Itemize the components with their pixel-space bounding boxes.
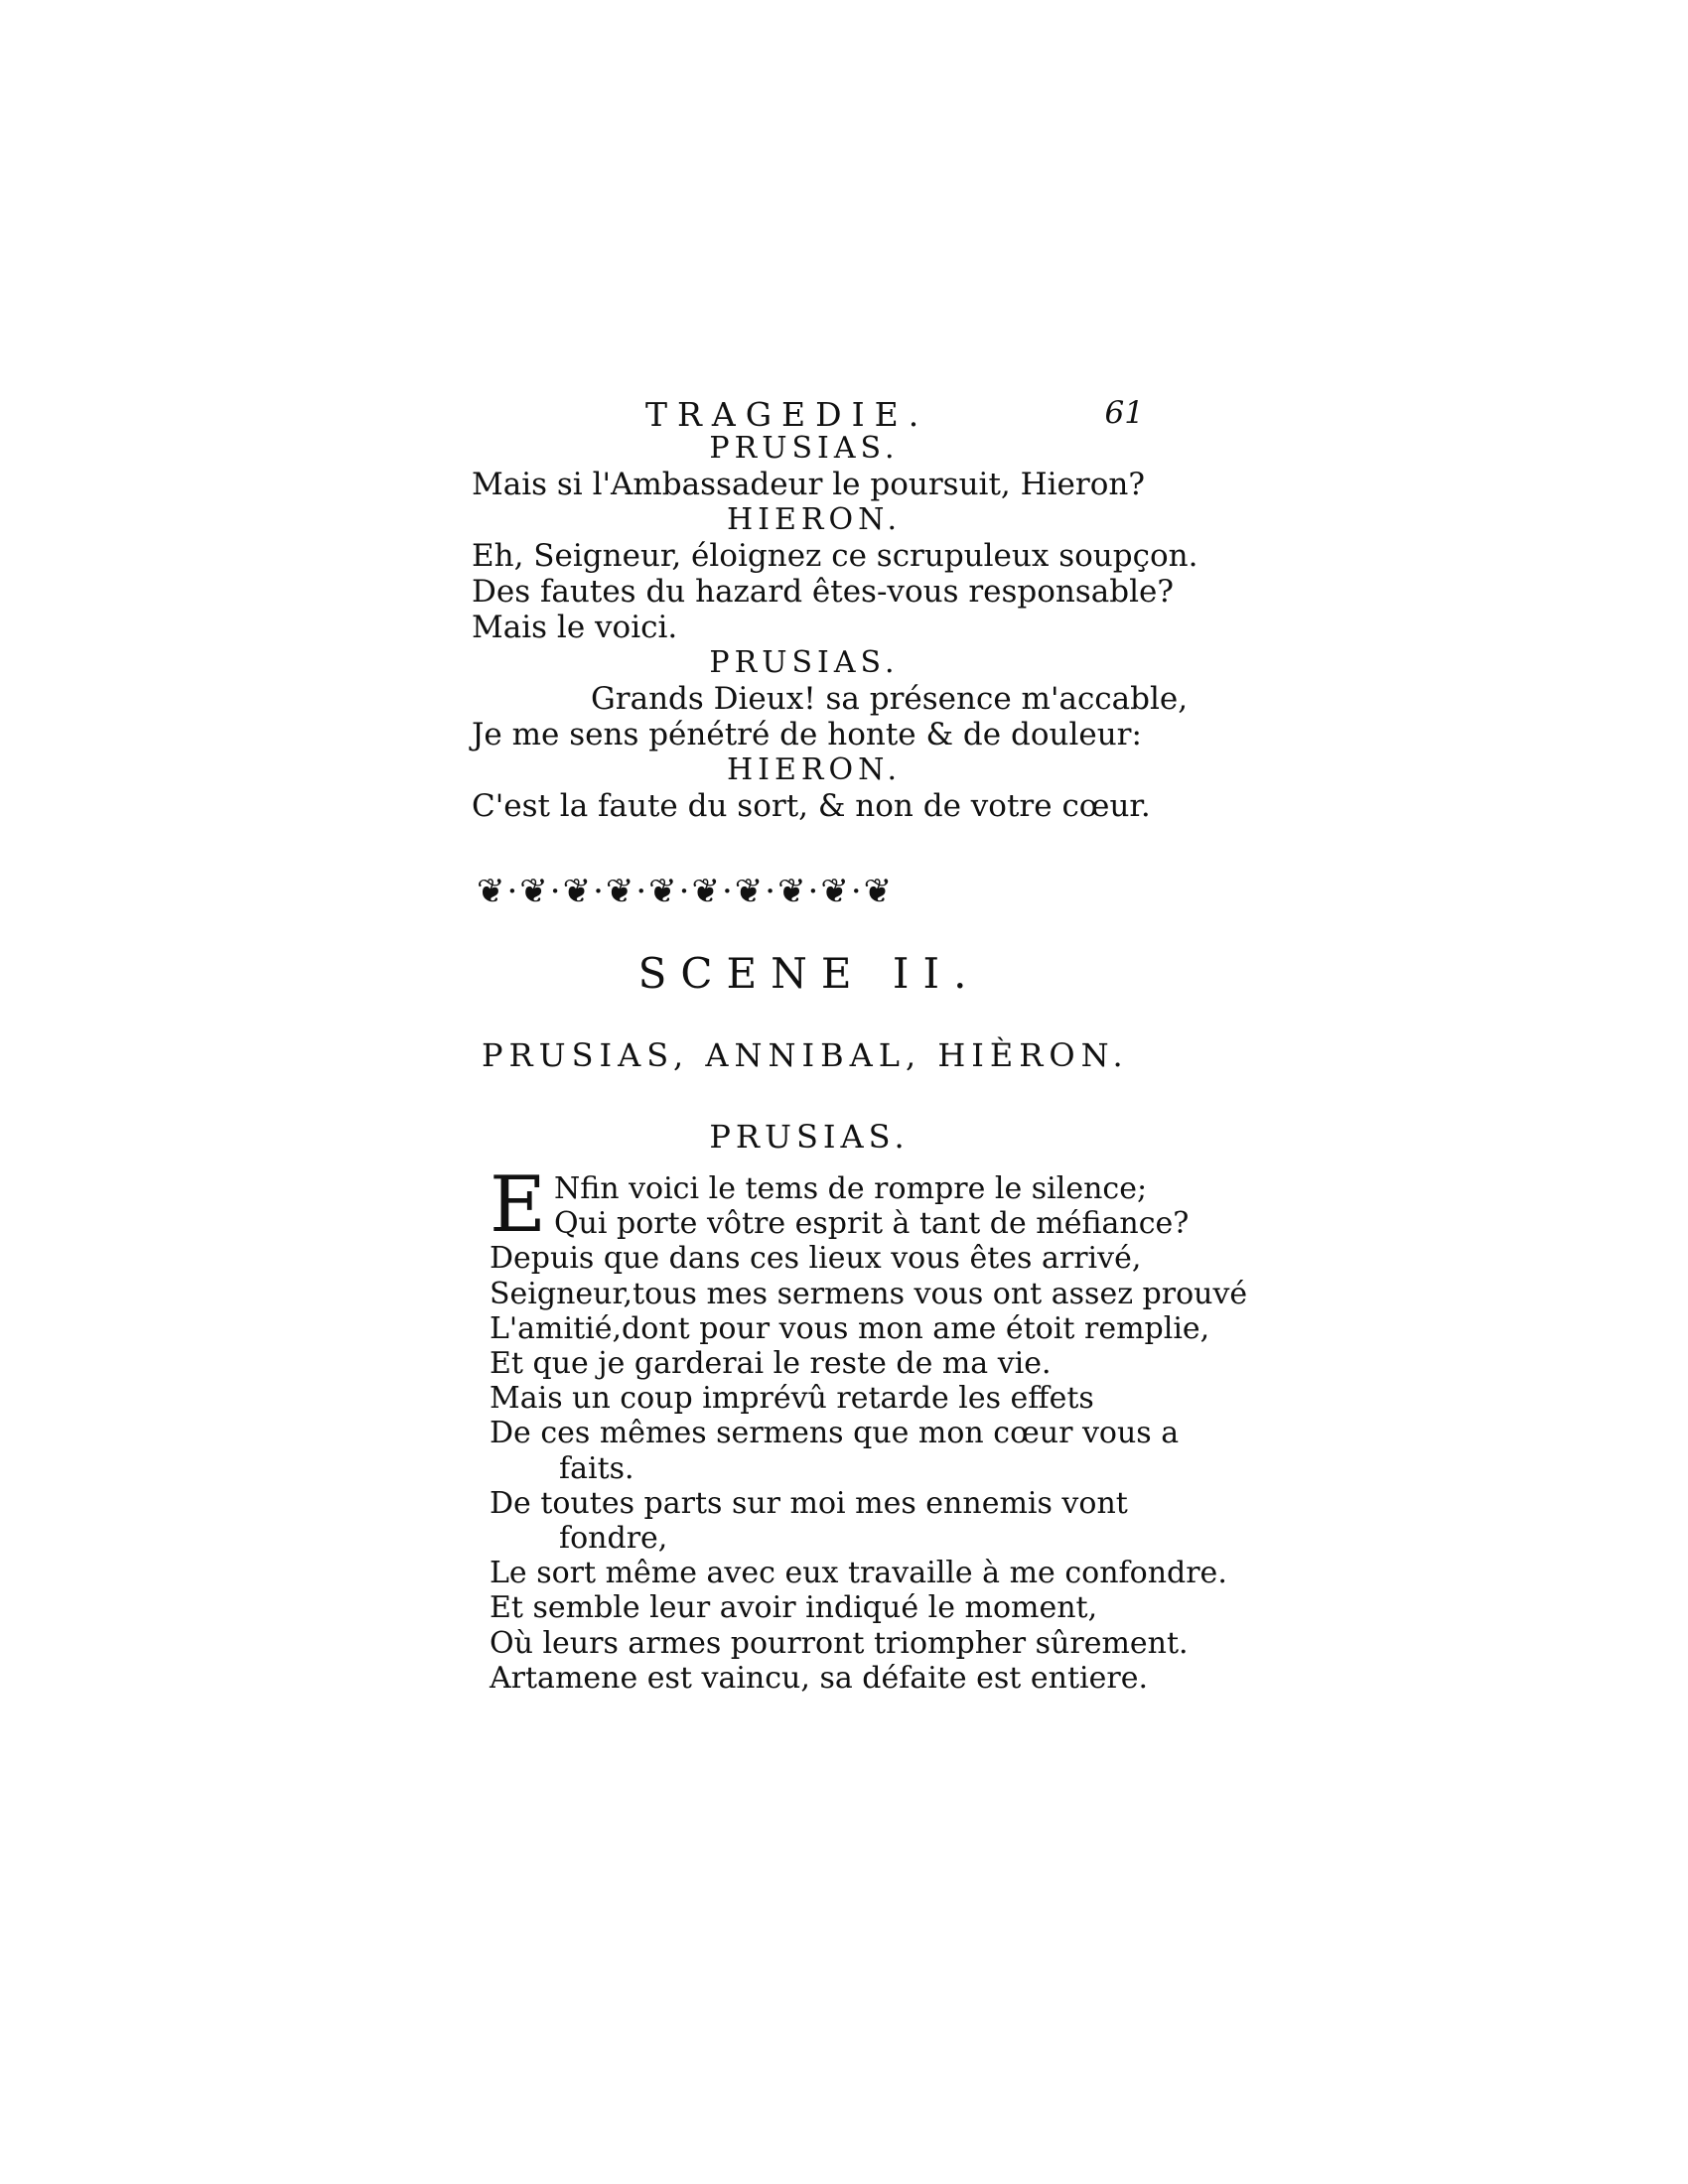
verse-line: Mais si l'Ambassadeur le poursuit, Hieron? (472, 467, 1145, 502)
verse-line-continuation: fondre, (559, 1521, 668, 1557)
page-number: 61 (1104, 395, 1144, 431)
verse-line: Mais le voici. (472, 610, 678, 645)
verse-line: C'est la faute du sort, & non de votre cœur. (472, 788, 1151, 824)
cast-list: PRUSIAS, ANNIBAL, HIÈRON. (482, 1036, 1129, 1074)
verse-line: Des fautes du hazard êtes-vous responsable? (472, 574, 1174, 610)
dialogue-main (490, 1160, 1248, 1696)
verse-line: Depuis que dans ces lieux vous êtes arrivé, (490, 1241, 1142, 1277)
dialogue-top (472, 431, 1198, 824)
speaker-name: HIERON. (727, 752, 902, 787)
speaker-name: HIERON. (727, 502, 902, 537)
speaker-name: PRUSIAS. (709, 645, 900, 680)
verse-line: Nfin voici le tems de rompre le silence; (553, 1171, 1148, 1206)
verse-line: Seigneur,tous mes sermens vous ont assez prouvé (490, 1276, 1248, 1311)
verse-line: Où leurs armes pourront triompher sûrement. (490, 1625, 1189, 1661)
speaker-name: PRUSIAS. (709, 1118, 910, 1156)
verse-line: Artamene est vaincu, sa défaite est entiere. (490, 1660, 1149, 1696)
page-header (467, 395, 1152, 435)
verse-line: Mais un coup imprévû retarde les effets (490, 1381, 1094, 1417)
verse-line: De ces mêmes sermens que mon cœur vous a (490, 1416, 1180, 1451)
verse-line: Je me sens pénétré de honte & de douleur: (472, 717, 1142, 752)
verse-line: Et semble leur avoir indiqué le moment, (490, 1590, 1098, 1626)
verse-line: Le sort même avec eux travaille à me confondre. (490, 1556, 1227, 1591)
verse-line-continuation: faits. (559, 1450, 634, 1486)
verse-line: L'amitié,dont pour vous mon ame étoit remplie, (490, 1310, 1210, 1346)
speaker-name: PRUSIAS. (709, 431, 900, 466)
verse-line: Et que je garderai le reste de ma vie. (490, 1346, 1052, 1382)
running-title: TRAGEDIE. (645, 395, 929, 434)
ornament-divider: ❦·❦·❦·❦·❦·❦·❦·❦·❦·❦ (477, 872, 895, 911)
drop-cap: E (490, 1160, 546, 1250)
verse-line: Grands Dieux! sa présence m'accable, (591, 681, 1189, 717)
verse-line: Eh, Seigneur, éloignez ce scrupuleux soupçon. (472, 538, 1198, 574)
verse-line: De toutes parts sur moi mes ennemis vont (490, 1485, 1128, 1521)
scene-title: SCENE II. (637, 949, 981, 998)
verse-line: Qui porte vôtre esprit à tant de méfiance? (553, 1206, 1190, 1242)
